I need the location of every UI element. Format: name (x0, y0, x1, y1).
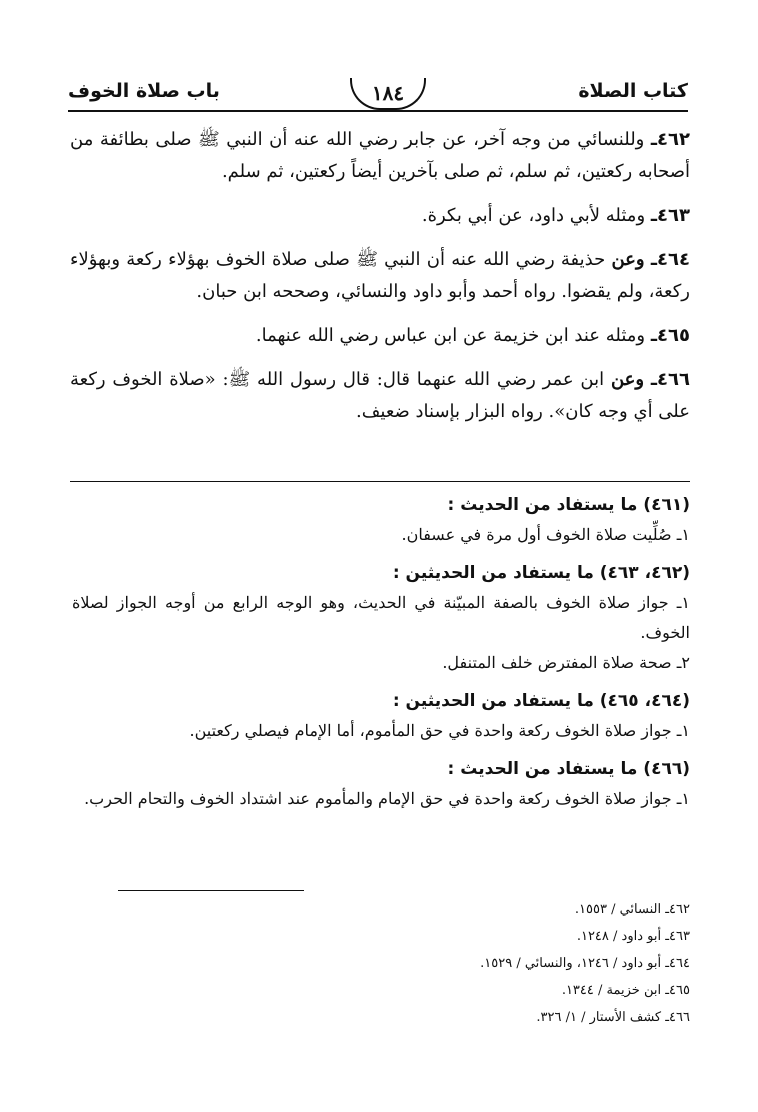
benefit-block-464-465 (72, 686, 690, 746)
hadith-number: ٤٦٤ـ (650, 249, 690, 270)
hadith-number: ٤٦٣ـ (650, 205, 690, 226)
header-rule (68, 110, 688, 112)
benefit-block-461 (72, 490, 690, 550)
hadith-466 (70, 364, 690, 428)
footnotes (150, 896, 690, 1031)
benefit-item: ٢ـ صحة صلاة المفترض خلف المتنفل. (442, 653, 690, 672)
hadith-464 (70, 244, 690, 308)
footnote: ٤٦٤ـ أبو داود / ١٢٤٦، والنسائي / ١٥٢٩. (480, 956, 690, 971)
footnote: ٤٦٦ـ كشف الأستار / ١/ ٣٢٦. (536, 1010, 690, 1025)
benefit-heading: (٤٦٢، ٤٦٣) ما يستفاد من الحديثين : (392, 563, 690, 583)
benefits-section (72, 490, 690, 822)
hadith-number: ٤٦٦ـ (650, 369, 690, 390)
hadith-465 (70, 320, 690, 352)
hadith-number: ٤٦٢ـ (650, 129, 690, 150)
benefit-block-462-463 (72, 558, 690, 678)
hadith-463 (70, 200, 690, 232)
benefit-heading: (٤٦٤، ٤٦٥) ما يستفاد من الحديثين : (392, 691, 690, 711)
benefit-item: ١ـ جواز صلاة الخوف ركعة واحدة في حق المأموم، أما الإمام فيصلي ركعتين. (189, 721, 690, 740)
benefit-item: ١ـ صُلِّيت صلاة الخوف أول مرة في عسفان. (401, 525, 690, 544)
hadith-text: وللنسائي من وجه آخر، عن جابر رضي الله عنه أن النبي ﷺ صلى بطائفة من أصحابه ركعتين، ثم سلم، ثم صلى بآخرين أيضاً ركعتين، ثم سلم. (70, 129, 690, 182)
benefit-item: ١ـ جواز صلاة الخوف بالصفة المبيّنة في الحديث، وهو الوجه الرابع من أوجه الجواز لصلاة الخوف. (72, 593, 690, 642)
hadith-text: حذيفة رضي الله عنه أن النبي ﷺ صلى صلاة الخوف بهؤلاء ركعة وبهؤلاء ركعة، ولم يقضوا. رواه أحمد وأبو داود والنسائي، وصححه ابن حبان. (70, 249, 690, 302)
hadith-text: ومثله لأبي داود، عن أبي بكرة. (421, 205, 646, 226)
benefit-block-466 (72, 754, 690, 814)
chapter-title: باب صلاة الخوف (68, 80, 220, 102)
hadith-text: ابن عمر رضي الله عنهما قال: قال رسول الله ﷺ: «صلاة الخوف ركعة على أي وجه كان». رواه البزار بإسناد ضعيف. (70, 369, 690, 422)
hadith-number: ٤٦٥ـ (650, 325, 690, 346)
page-header (68, 78, 688, 114)
section-divider (70, 481, 690, 482)
footnote: ٤٦٢ـ النسائي / ١٥٥٣. (574, 902, 690, 917)
hadith-lead: وعن (610, 369, 645, 390)
hadith-462 (70, 124, 690, 188)
footnote: ٤٦٥ـ ابن خزيمة / ١٣٤٤. (561, 983, 690, 998)
book-title: كتاب الصلاة (578, 80, 688, 102)
benefit-heading: (٤٦١) ما يستفاد من الحديث : (447, 495, 690, 515)
hadith-lead: وعن (611, 249, 645, 270)
hadith-list (70, 124, 690, 440)
footnote: ٤٦٣ـ أبو داود / ١٢٤٨. (576, 929, 690, 944)
page-number: ١٨٤ (350, 78, 426, 110)
benefit-item: ١ـ جواز صلاة الخوف ركعة واحدة في حق الإمام والمأموم عند اشتداد الخوف والتحام الحرب. (84, 789, 690, 808)
footnote-rule (118, 890, 304, 891)
hadith-text: ومثله عند ابن خزيمة عن ابن عباس رضي الله عنهما. (255, 325, 646, 346)
benefit-heading: (٤٦٦) ما يستفاد من الحديث : (447, 759, 690, 779)
